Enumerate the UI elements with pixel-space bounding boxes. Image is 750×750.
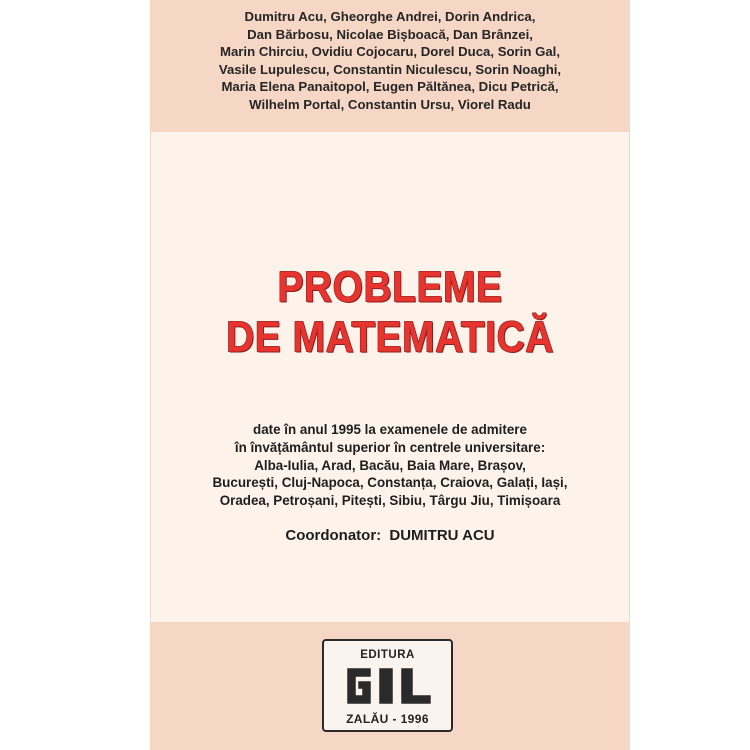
coordinator-label: Coordonator: — [285, 527, 382, 544]
description-line: date în anul 1995 la examenele de admitere — [253, 422, 527, 437]
author-line: Maria Elena Panaitopol, Eugen Păltănea, Dicu Petrică, — [221, 79, 559, 95]
description — [150, 421, 630, 510]
publisher-box — [322, 639, 453, 732]
publisher-place-year: ZALĂU - 1996 — [346, 712, 429, 726]
description-line: București, Cluj-Napoca, Constanța, Craiova, Galați, Iași, — [212, 475, 568, 491]
description-line: Alba-Iulia, Arad, Bacău, Baia Mare, Brașov, — [254, 457, 526, 473]
coordinator — [150, 527, 630, 544]
coordinator-name: DUMITRU ACU — [389, 527, 495, 544]
publisher-logo — [344, 663, 434, 709]
author-line: Vasile Lupulescu, Constantin Niculescu, Sorin Noaghi, — [218, 61, 562, 77]
author-list — [150, 8, 630, 114]
author-line: Dan Bărbosu, Nicolae Bișboacă, Dan Brânzei, — [247, 26, 533, 42]
author-line: Wilhelm Portal, Constantin Ursu, Viorel Radu — [249, 96, 531, 112]
description-line: Oradea, Petroșani, Pitești, Sibiu, Târgu Jiu, Timișoara — [219, 493, 561, 509]
book-cover — [150, 0, 630, 750]
description-line: în învățământul superior în centrele universitare: — [234, 439, 546, 455]
publisher-label: EDITURA — [360, 649, 415, 661]
title-line-1: PROBLEME — [277, 263, 503, 312]
author-line: Dumitru Acu, Gheorghe Andrei, Dorin Andrica, — [244, 9, 536, 24]
title-line-2: DE MATEMATICĂ — [226, 313, 554, 362]
author-line: Marin Chirciu, Ovidiu Cojocaru, Dorel Duca, Sorin Gal, — [219, 44, 560, 60]
